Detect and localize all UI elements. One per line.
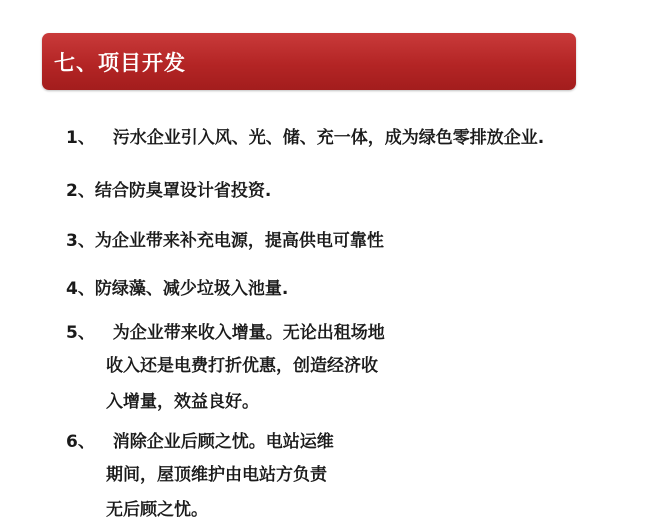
- item-number: 1、: [66, 128, 95, 148]
- item-number: 5、: [66, 323, 95, 343]
- item-number: 3、: [66, 231, 95, 251]
- item-text: 消除企业后顾之忧。电站运维: [112, 432, 334, 452]
- item-text: 污水企业引入风、光、储、充一体，成为绿色零排放企业.: [112, 128, 545, 148]
- item-text: 为企业带来收入增量。无论出租场地: [112, 323, 385, 343]
- list-item-3: [66, 231, 384, 251]
- item-text: 结合防臭罩设计省投资.: [94, 181, 272, 201]
- list-item-6-continuation: 无后顾之忧。: [106, 500, 208, 520]
- item-text: 为企业带来补充电源，提高供电可靠性: [94, 231, 384, 251]
- item-number: 2、: [66, 181, 95, 201]
- item-number: 4、: [66, 279, 95, 299]
- list-item-5-continuation: 收入还是电费打折优惠，创造经济收: [106, 356, 378, 376]
- section-header-banner: [42, 33, 576, 90]
- list-item-2: [66, 181, 271, 201]
- list-item-6: [66, 432, 334, 452]
- list-item-5: [66, 323, 385, 343]
- section-title: 七、项目开发: [54, 51, 186, 75]
- list-item-4: [66, 279, 288, 299]
- list-item-1: [66, 128, 544, 148]
- list-item-6-continuation: 期间，屋顶维护由电站方负责: [106, 465, 327, 485]
- item-text: 防绿藻、减少垃圾入池量.: [94, 279, 289, 299]
- list-item-5-continuation: 入增量，效益良好。: [106, 392, 259, 412]
- item-number: 6、: [66, 432, 95, 452]
